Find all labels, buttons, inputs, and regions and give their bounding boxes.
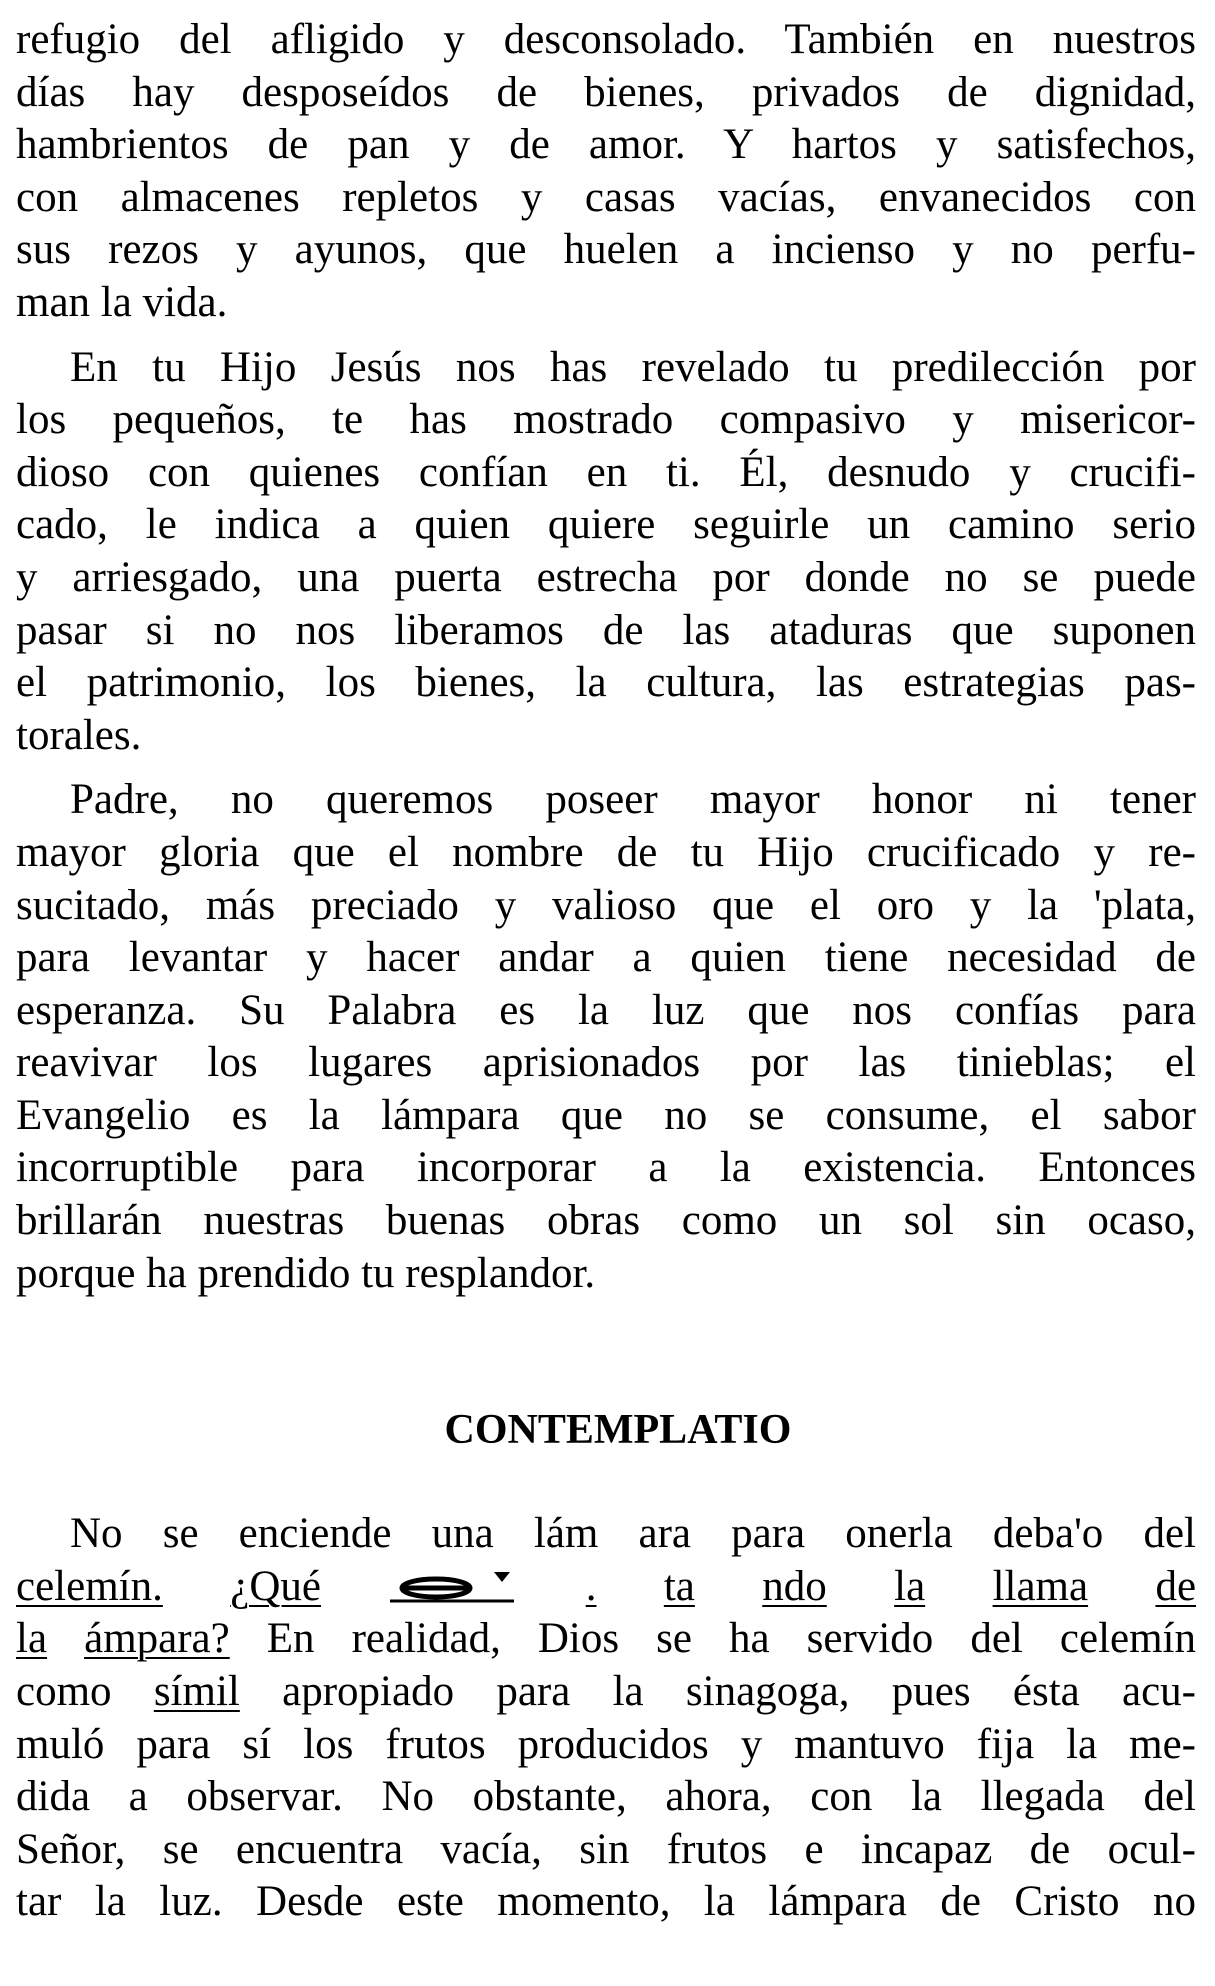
text-line: pasar si no nos liberamos de las ataduras que suponen	[16, 606, 1196, 654]
underlined-word: de	[1155, 1562, 1197, 1610]
text-line: para levantar y hacer andar a quien tiene necesidad de	[16, 934, 1196, 982]
text-fragment: En realidad, Dios se ha servido del celemín	[266, 1615, 1197, 1663]
contemplatio-paragraph	[16, 1508, 1196, 1929]
underlined-word: símil	[153, 1668, 240, 1716]
underlined-word: celemín.	[16, 1562, 163, 1610]
text-line: torales.	[16, 711, 142, 759]
text-line: refugio del afligido y desconsolado. También en nuestros	[16, 16, 1196, 63]
text-line: con almacenes repletos y casas vacías, envanecidos con	[16, 173, 1196, 221]
text-line: No se enciende una lám ara para onerla deba'o del	[70, 1510, 1196, 1558]
text-line: dida a observar. No obstante, ahora, con la llegada del	[16, 1773, 1196, 1821]
text-line: muló para sí los frutos producidos y mantuvo fija la me-	[16, 1720, 1196, 1768]
text-line: días hay desposeídos de bienes, privados de dignidad,	[16, 68, 1196, 116]
underlined-word: ámpara?	[84, 1615, 230, 1663]
text-line	[16, 1613, 1196, 1666]
text-line: Evangelio es la lámpara que no se consume, el sabor	[16, 1091, 1196, 1139]
underlined-word: ta	[663, 1562, 695, 1610]
text-line: Señor, se encuentra vacía, sin frutos e incapaz de ocul-	[16, 1825, 1196, 1873]
text-line: reavivar los lugares aprisionados por las tinieblas; el	[16, 1039, 1196, 1087]
text-fragment: apropiado para la sinagoga, pues ésta acu-	[282, 1668, 1197, 1716]
section-heading: CONTEMPLATIO	[444, 1407, 792, 1454]
underlined-mark: .	[585, 1562, 597, 1610]
text-line: y arriesgado, una puerta estrecha por donde no se puede	[16, 553, 1196, 601]
text-line: los pequeños, te has mostrado compasivo y misericor-	[16, 396, 1196, 444]
text-line: cado, le indica a quien quiere seguirle un camino serio	[16, 501, 1196, 549]
paragraph-1	[16, 14, 1196, 330]
underlined-word: ndo	[762, 1562, 827, 1610]
text-line: el patrimonio, los bienes, la cultura, las estrategias pas-	[16, 659, 1196, 707]
text-line-scanned	[16, 1561, 1196, 1614]
text-line: porque ha prendido tu resplandor.	[16, 1249, 596, 1297]
text-line: En tu Hijo Jesús nos has revelado tu predilección por	[70, 343, 1196, 391]
text-line: incorruptible para incorporar a la existencia. Entonces	[16, 1144, 1196, 1192]
text-line: esperanza. Su Palabra es la luz que nos confías para	[16, 986, 1196, 1034]
paragraph-2	[16, 342, 1196, 763]
text-line: tar la luz. Desde este momento, la lámpara de Cristo no	[16, 1878, 1196, 1926]
underlined-word: la	[894, 1562, 926, 1610]
text-fragment: como	[16, 1668, 112, 1716]
text-line	[16, 1666, 1196, 1719]
scan-artifact-icon	[388, 1568, 518, 1604]
text-line: man la vida.	[16, 278, 228, 326]
underlined-word: la	[16, 1615, 48, 1663]
text-line: hambrientos de pan y de amor. Y hartos y satisfechos,	[16, 121, 1196, 169]
document-page	[16, 14, 1196, 1929]
text-line: mayor gloria que el nombre de tu Hijo crucificado y re-	[16, 828, 1196, 876]
text-line: sucitado, más preciado y valioso que el oro y la 'plata,	[16, 881, 1196, 929]
text-line: dioso con quienes confían en ti. Él, desnudo y crucifi-	[16, 448, 1196, 496]
text-line: Padre, no queremos poseer mayor honor ni tener	[70, 776, 1196, 824]
paragraph-3	[16, 774, 1196, 1300]
text-line: brillarán nuestras buenas obras como un sol sin ocaso,	[16, 1197, 1196, 1245]
underlined-word: ¿Qué	[230, 1562, 321, 1610]
text-line: sus rezos y ayunos, que huelen a incienso y no perfu-	[16, 226, 1196, 274]
underlined-word: llama	[992, 1562, 1089, 1610]
